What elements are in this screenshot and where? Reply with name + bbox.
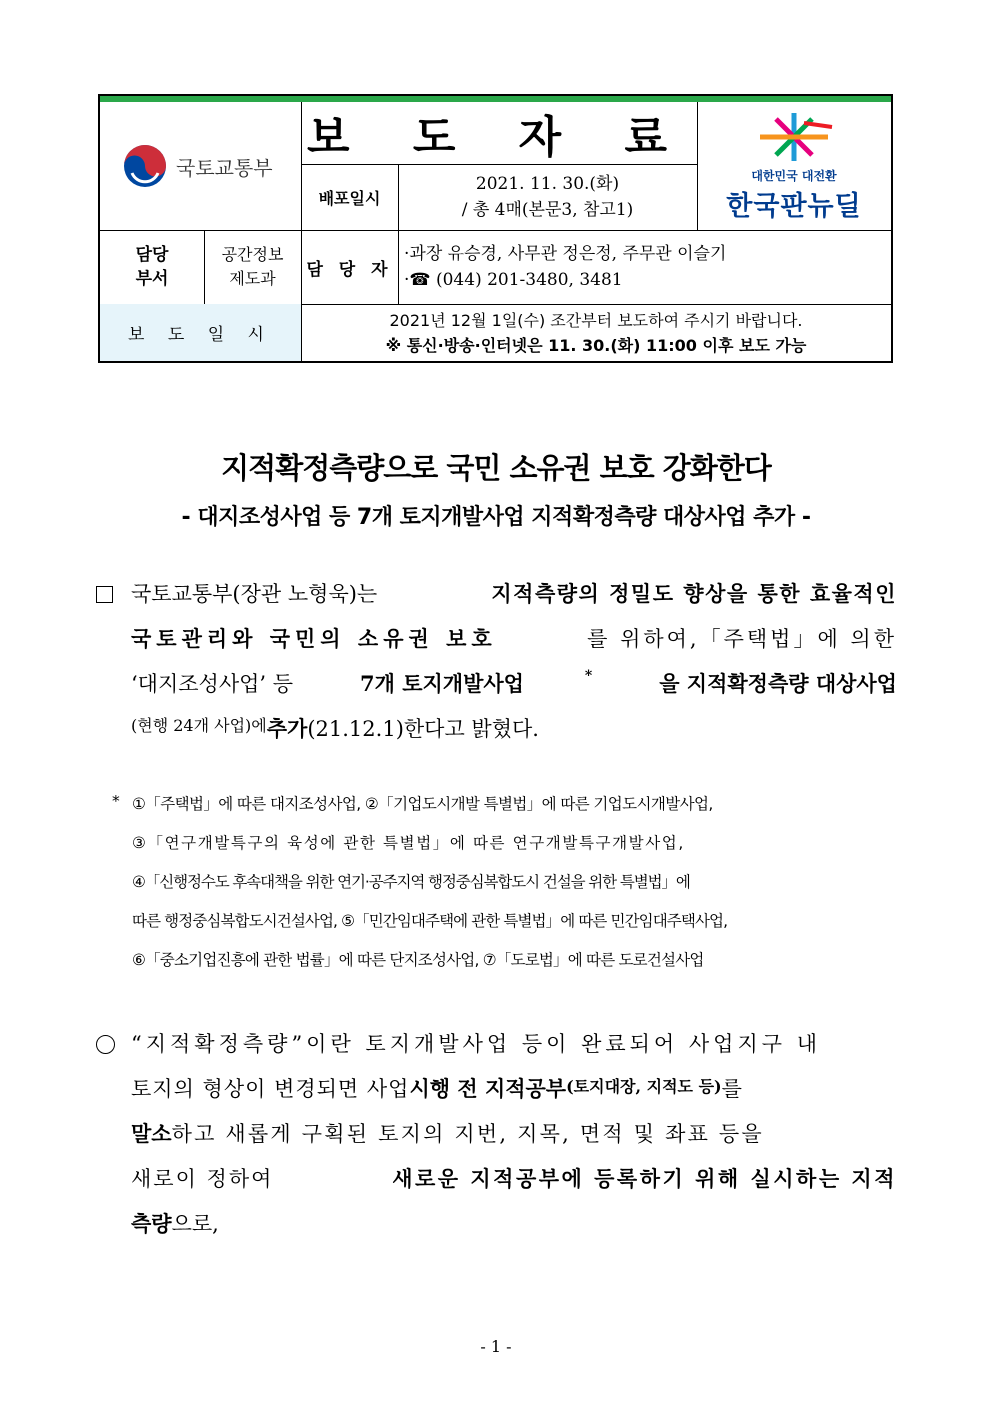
text-run: 말소 <box>131 1121 172 1146</box>
paragraph-line <box>131 1118 764 1148</box>
paragraph-line <box>131 623 897 653</box>
footnote-line: ①「주택법」에 따른 대지조성사업, ②「기업도시개발 특별법」에 따른 기업도시개발사업, <box>132 795 713 813</box>
text-run: 측량 <box>131 1211 172 1236</box>
contact-info <box>398 230 891 304</box>
footnote-line: 따른 행정중심복합도시건설사업, ⑤「민간임대주택에 관한 특별법」에 따른 민간임대주택사업, <box>132 912 728 930</box>
distribution-info <box>398 164 697 230</box>
text-run: 을 지적확정측량 대상사업 <box>659 671 897 696</box>
new-deal-title: 한국판뉴딜 <box>726 191 862 222</box>
text-run: 토지의 형상이 변경되면 사업 <box>131 1077 410 1101</box>
footnote-line: ④「신행정수도 후속대책을 위한 연기·공주지역 행정중심복합도시 건설을 위한 특별법」에 <box>132 873 690 891</box>
paragraph-line: “지적확정측량”이란 토지개발사업 등이 완료되어 사업지구 내 <box>131 1032 821 1056</box>
headline: 지적확정측량으로 국민 소유권 보호 강화한다 <box>221 451 771 485</box>
new-deal-star-icon <box>746 109 842 165</box>
text-run: 하고 새롭게 구획된 토지의 지번, 지목, 면적 및 좌표 등을 <box>171 1122 764 1146</box>
page-number: - 1 - <box>480 1337 512 1356</box>
text-run: (현행 24개 사업)에 <box>131 716 267 735</box>
text-run: 지적측량의 정밀도 향상을 통한 효율적인 <box>491 581 897 606</box>
press-release-header-table <box>98 94 893 363</box>
contact-people: ·과장 유승경, 사무관 정은정, 주무관 이슬기 <box>404 244 727 264</box>
text-run: 추가 <box>266 716 308 741</box>
distribution-date: 2021. 11. 30.(화) <box>475 174 620 194</box>
text-run: 를 위하여,「주택법」에 의한 <box>587 627 897 651</box>
ministry-name: 국토교통부 <box>176 155 273 180</box>
dept-name-line: 제도과 <box>229 269 276 288</box>
square-bullet-icon <box>96 586 113 603</box>
contact-label: 담 당 자 <box>306 259 393 280</box>
dept-name-line: 공간정보 <box>221 245 284 264</box>
footnote-marker: * <box>584 668 593 684</box>
text-run: 새로이 정하여 <box>131 1167 274 1191</box>
korean-new-deal-logo <box>697 102 891 230</box>
footnote-star: * <box>112 792 120 810</box>
paragraph-line <box>131 1073 742 1103</box>
dept-name <box>204 230 301 304</box>
dept-label <box>100 230 204 304</box>
text-run: 국토교통부(장관 노형욱)는 <box>131 582 378 606</box>
text-run: ‘대지조성사업’ 등 <box>131 672 294 696</box>
release-line: 2021년 12월 1일(수) 조간부터 보도하여 주시기 바랍니다. <box>389 310 803 330</box>
contact-phone: ·☎ (044) 201-3480, 3481 <box>404 270 623 290</box>
paragraph-line <box>131 713 539 743</box>
page-count: / 총 4매(본문3, 참고1) <box>461 200 634 220</box>
text-run: 를 <box>721 1077 742 1101</box>
new-deal-tagline: 대한민국 대전환 <box>751 169 837 183</box>
footnote-line: ③「연구개발특구의 육성에 관한 특별법」에 따른 연구개발특구개발사업, <box>132 834 685 852</box>
circle-bullet-icon <box>96 1035 115 1054</box>
release-label: 보 도 일 시 <box>100 304 301 361</box>
doc-type-title: 보 도 자 료 <box>307 112 691 163</box>
text-run: 국토관리와 국민의 소유권 보호 <box>131 626 497 651</box>
dept-label-line: 담당 <box>135 245 169 265</box>
paragraph-line <box>131 1208 219 1238</box>
release-line: ※ 통신·방송·인터넷은 11. 30.(화) 11:00 이후 보도 가능 <box>385 335 807 355</box>
subheadline: - 대지조성사업 등 7개 토지개발사업 지적확정측량 대상사업 추가 - <box>181 505 811 530</box>
paragraph-line <box>131 578 897 608</box>
distribution-label: 배포일시 <box>318 188 381 208</box>
taegeuk-icon <box>122 143 168 189</box>
text-run: 시행 전 지적공부 <box>409 1076 567 1101</box>
paragraph-line <box>131 1163 897 1193</box>
footnote-line: ⑥「중소기업진흥에 관한 법률」에 따른 단지조성사업, ⑦「도로법」에 따른 도로건설사업 <box>132 951 704 969</box>
molit-logo <box>100 102 301 230</box>
text-run: (21.12.1)한다고 밝혔다. <box>307 717 539 741</box>
dept-label-line: 부서 <box>135 269 169 289</box>
text-run: 7개 토지개발사업 <box>360 671 524 696</box>
release-info <box>301 304 891 361</box>
text-run: 으로, <box>171 1212 219 1236</box>
paragraph-line <box>131 668 897 698</box>
text-run: (토지대장, 지적도 등) <box>566 1077 722 1096</box>
text-run: 새로운 지적공부에 등록하기 위해 실시하는 지적 <box>392 1166 897 1191</box>
